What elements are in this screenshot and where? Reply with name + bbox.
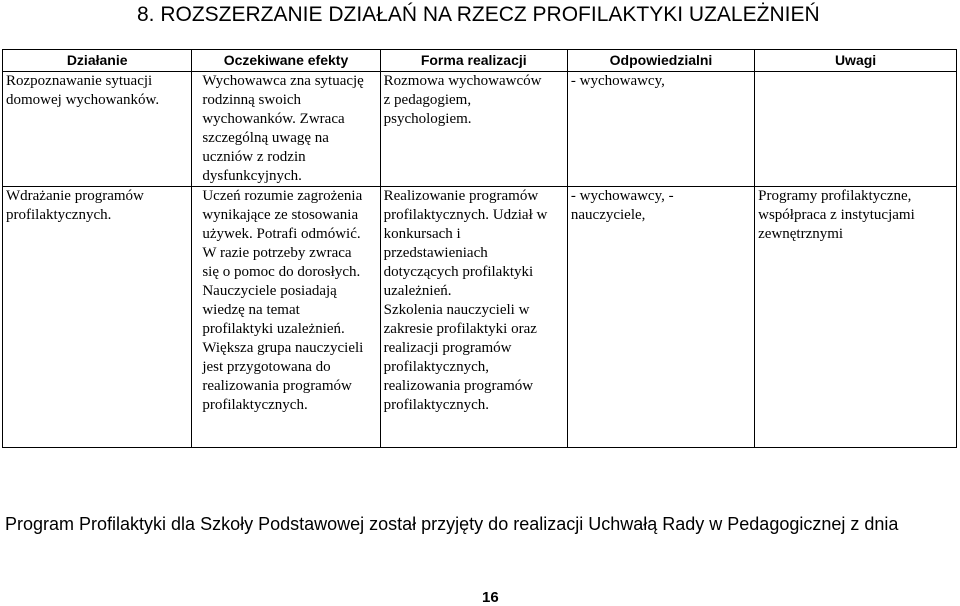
adoption-note: Program Profilaktyki dla Szkoły Podstawowej został przyjęty do realizacji Uchwałą Rady w Pedagogicznej z dnia: [5, 514, 899, 534]
page-number: 16: [482, 589, 499, 606]
prevention-table: [2, 49, 957, 448]
header-odpowiedzialni: Odpowiedzialni: [567, 50, 754, 72]
header-uwagi: Uwagi: [755, 50, 957, 72]
section-title: 8. ROZSZERZANIE DZIAŁAŃ NA RZECZ PROFILAKTYKI UZALEŻNIEŃ: [137, 3, 820, 26]
cell-forma: Rozmowa wychowawców z pedagogiem, psychologiem.: [380, 72, 567, 187]
cell-dzialanie: Wdrażanie programów profilaktycznych.: [3, 187, 192, 448]
cell-efekty: Uczeń rozumie zagrożenia wynikające ze stosowania używek. Potrafi odmówić. W razie potrzeby zwraca się o pomoc do dorosłych. Nauczyciele posiadają wiedzę na temat profilaktyki uzależnień. Większa grupa nauczycieli jest przygotowana do realizowania programów profilaktycznych.: [192, 187, 380, 448]
table-row: [3, 72, 957, 187]
cell-odpowiedzialni: - wychowawcy, - nauczyciele,: [567, 187, 754, 448]
cell-odpowiedzialni: - wychowawcy,: [567, 72, 754, 187]
header-dzialanie: Działanie: [3, 50, 192, 72]
cell-efekty: Wychowawca zna sytuację rodzinną swoich wychowanków. Zwraca szczególną uwagę na uczniów z rodzin dysfunkcyjnych.: [192, 72, 380, 187]
header-efekty: Oczekiwane efekty: [192, 50, 380, 72]
table-row: [3, 187, 957, 448]
cell-forma: Realizowanie programów profilaktycznych. Udział w konkursach i przedstawieniach dotyczących profilaktyki uzależnień. Szkolenia nauczycieli w zakresie profilaktyki oraz realizacji programów profilaktycznych, realizowania programów profilaktycznych.: [380, 187, 567, 448]
table-header-row: [3, 50, 957, 72]
cell-uwagi: [755, 72, 957, 187]
header-forma: Forma realizacji: [380, 50, 567, 72]
cell-dzialanie: Rozpoznawanie sytuacji domowej wychowanków.: [3, 72, 192, 187]
cell-uwagi: Programy profilaktyczne, współpraca z instytucjami zewnętrznymi: [755, 187, 957, 448]
